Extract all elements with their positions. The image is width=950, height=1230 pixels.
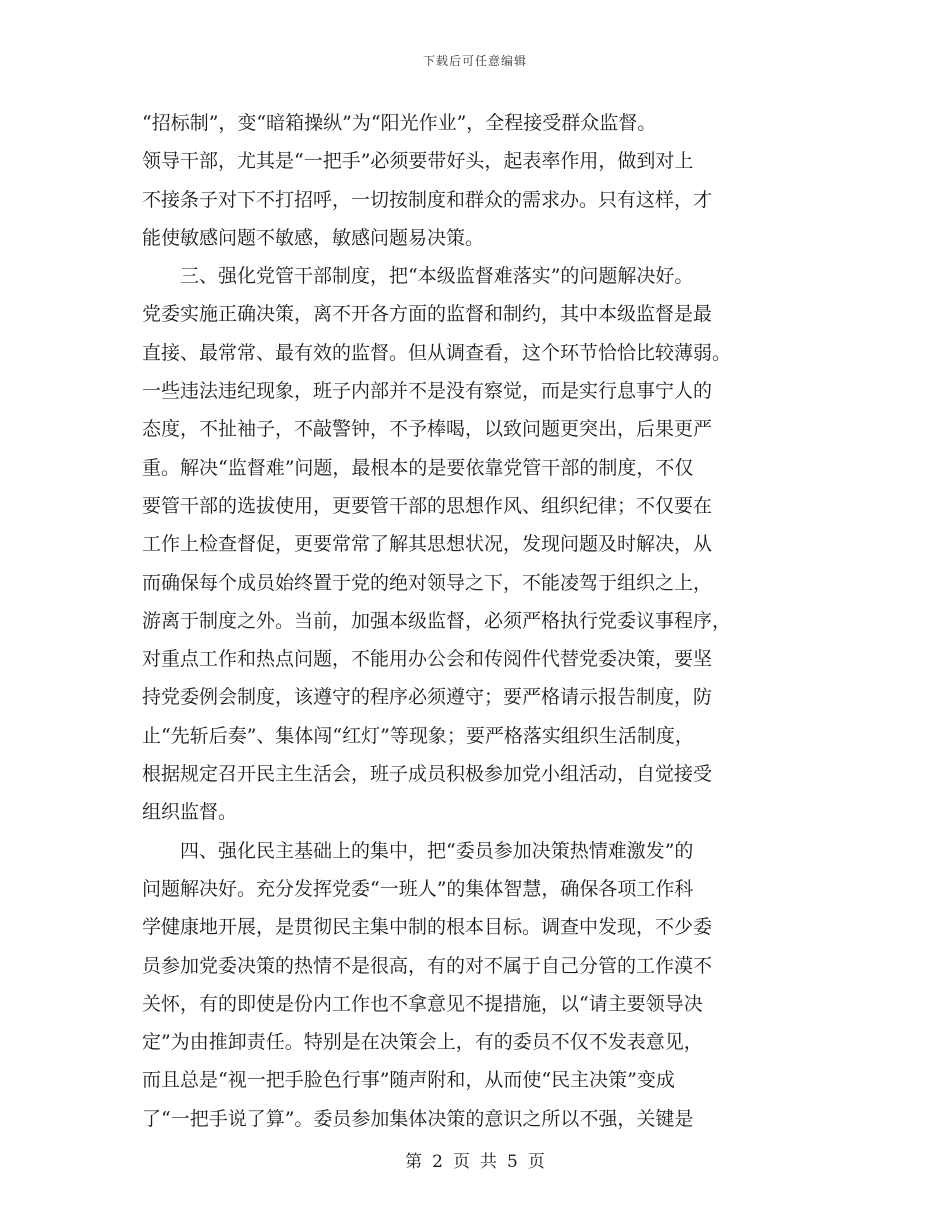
text-line: 要管干部的选拔使用，更要管干部的思想作风、组织纪律；不仅要在 — [142, 494, 713, 517]
text-line: 持党委例会制度，该遵守的程序必须遵守；要严格请示报告制度，防 — [142, 686, 713, 709]
text-line: 工作上检查督促，更要常常了解其思想状况，发现问题及时解决，从 — [142, 533, 713, 556]
text-line: 重。解决“监督难”问题，最根本的是要依靠党管干部的制度，不仅 — [142, 456, 694, 479]
text-line: 党委实施正确决策，离不开各方面的监督和制约，其中本级监督是最 — [142, 303, 713, 326]
text-line: 问题解决好。充分发挥党委“一班人”的集体智慧，确保各项工作科 — [142, 877, 694, 900]
footer-page-word: 页 — [453, 1152, 470, 1172]
text-line: 三、强化党管干部制度，把“本级监督难落实”的问题解决好。 — [142, 265, 694, 288]
text-line: 了“一把手说了算”。委员参加集体决策的意识之所以不强，关键是 — [142, 1107, 694, 1130]
footer-suffix: 页 — [527, 1152, 545, 1172]
text-line: 能使敏感问题不敏感，敏感问题易决策。 — [142, 226, 485, 249]
text-line: 领导干部，尤其是“一把手”必须要带好头，起表率作用，做到对上 — [142, 150, 694, 173]
document-body — [142, 104, 802, 1138]
text-line: 游离于制度之外。当前，加强本级监督，必须严格执行党委议事程序， — [142, 609, 732, 632]
text-line: 对重点工作和热点问题，不能用办公会和传阅件代替党委决策，要坚 — [142, 648, 713, 671]
page-footer — [0, 1147, 950, 1172]
text-line: 组织监督。 — [142, 801, 238, 824]
footer-total-prefix: 共 — [480, 1152, 497, 1172]
text-line: 一些违法违纪现象，班子内部并不是没有察觉，而是实行息事宁人的 — [142, 380, 713, 403]
text-line: 态度，不扯袖子，不敲警钟，不予棒喝，以致问题更突出，后果更严 — [142, 418, 713, 441]
text-line: 关怀，有的即使是份内工作也不拿意见不提措施，以“请主要领导决 — [142, 992, 703, 1015]
text-line: “招标制”，变“暗箱操纵”为“阳光作业”，全程接受群众监督。 — [142, 112, 657, 134]
text-line: 而且总是“视一把手脸色行事”随声附和，从而使“民主决策”变成 — [142, 1069, 675, 1092]
text-line: 学健康地开展，是贯彻民主集中制的根本目标。调查中发现，不少委 — [142, 916, 713, 939]
text-line: 定”为由推卸责任。特别是在决策会上，有的委员不仅不发表意见， — [142, 1031, 703, 1054]
text-line: 根据规定召开民主生活会，班子成员积极参加党小组活动，自觉接受 — [142, 763, 713, 786]
footer-total-pages: 5 — [507, 1152, 518, 1172]
text-line: 四、强化民主基础上的集中，把“委员参加决策热情难激发”的 — [142, 839, 694, 862]
text-line: 而确保每个成员始终置于党的绝对领导之下，不能凌驾于组织之上， — [142, 571, 713, 594]
footer-current-page: 2 — [432, 1152, 443, 1172]
page-header-note: 下载后可任意编辑 — [422, 54, 527, 68]
text-line: 止“先斩后奏”、集体闯“红灯”等现象；要严格落实组织生活制度， — [142, 724, 694, 747]
text-line: 直接、最常常、最有效的监督。但从调查看，这个环节恰恰比较薄弱。 — [142, 341, 732, 364]
footer-prefix: 第 — [405, 1152, 423, 1172]
text-line: 不接条子对下不打招呼，一切按制度和群众的需求办。只有这样，才 — [142, 188, 713, 211]
text-line: 员参加党委决策的热情不是很高，有的对不属于自己分管的工作漠不 — [142, 954, 713, 977]
